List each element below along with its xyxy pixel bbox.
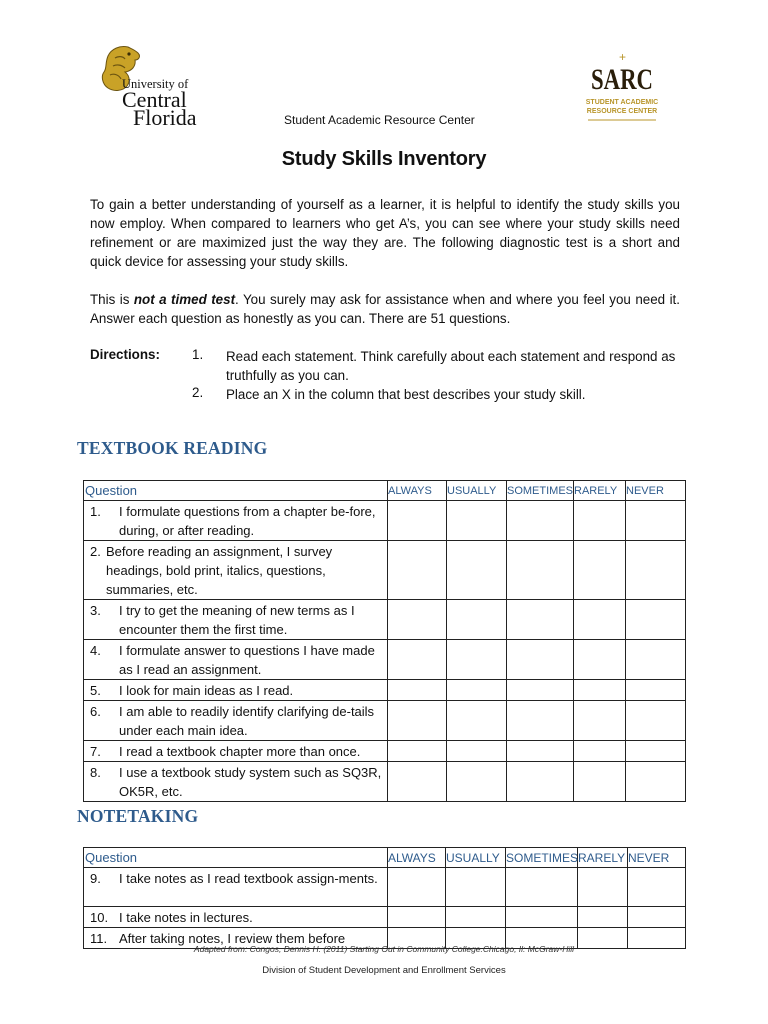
column-header-always: ALWAYS [388, 848, 446, 868]
answer-cell-rarely[interactable] [574, 701, 626, 741]
intro-paragraph: To gain a better understanding of yourself as a learner, it is helpful to identify the study skills you now employ. When compared to learners who get A’s, you can see where your study skills need refinement or are maximized just the way they are. The following diagnostic test is a short and quick device for assessing your study skills. [90, 197, 680, 269]
question-number: 3. [90, 603, 101, 618]
column-header-never: NEVER [628, 848, 686, 868]
answer-cell-sometimes[interactable] [507, 701, 574, 741]
answer-cell-usually[interactable] [447, 680, 507, 701]
question-number: 6. [90, 704, 101, 719]
question-number: 1. [90, 504, 101, 519]
ucf-logo-line2: Central [122, 87, 187, 112]
table-row [84, 701, 686, 741]
answer-cell-rarely[interactable] [574, 640, 626, 680]
answer-cell-rarely[interactable] [574, 762, 626, 802]
answer-cell-always[interactable] [388, 907, 446, 928]
answer-cell-rarely[interactable] [574, 600, 626, 640]
answer-cell-always[interactable] [388, 762, 447, 802]
sarc-mark: SARC [591, 63, 653, 96]
question-cell [84, 541, 388, 600]
table-header-row [84, 481, 686, 501]
answer-cell-usually[interactable] [447, 701, 507, 741]
section-heading-notetaking: NOTETAKING [77, 806, 199, 826]
answer-cell-always[interactable] [388, 868, 446, 907]
answer-cell-sometimes[interactable] [506, 868, 578, 907]
question-number: 4. [90, 643, 101, 658]
answer-cell-sometimes[interactable] [506, 907, 578, 928]
direction-2-number: 2. [192, 385, 204, 400]
sarc-line2: RESOURCE CENTER [586, 108, 658, 115]
answer-cell-usually[interactable] [447, 762, 507, 802]
answer-cell-rarely[interactable] [578, 907, 628, 928]
question-text: I formulate answer to questions I have made as I read an assignment. [119, 643, 375, 677]
table-row [84, 762, 686, 802]
answer-cell-always[interactable] [388, 680, 447, 701]
section-heading-textbook-reading: TEXTBOOK READING [77, 438, 268, 458]
answer-cell-sometimes[interactable] [507, 762, 574, 802]
question-text: I formulate questions from a chapter be-fore, during, or after reading. [119, 504, 376, 538]
answer-cell-never[interactable] [626, 541, 686, 600]
answer-cell-always[interactable] [388, 501, 447, 541]
answer-cell-usually[interactable] [447, 600, 507, 640]
column-header-sometimes: SOMETIMES [507, 481, 574, 501]
table-row [84, 741, 686, 762]
answer-cell-never[interactable] [628, 907, 686, 928]
notice-suffix: . You surely may ask for assistance when and where you feel you need it. Answer each question as honestly as you can. There are 51 questions. [90, 292, 680, 326]
table-header-row [84, 848, 686, 868]
column-header-rarely: RARELY [574, 481, 626, 501]
question-text: I read a textbook chapter more than once. [119, 744, 361, 759]
answer-cell-always[interactable] [388, 640, 447, 680]
question-cell [84, 501, 388, 541]
question-number: 9. [90, 871, 101, 886]
answer-cell-never[interactable] [626, 741, 686, 762]
ucf-logo-line1: University of [122, 77, 189, 91]
column-header-question: Question [84, 481, 388, 501]
question-number: 2. [90, 544, 101, 559]
answer-cell-always[interactable] [388, 541, 447, 600]
answer-cell-never[interactable] [626, 501, 686, 541]
answer-cell-never[interactable] [626, 762, 686, 802]
answer-cell-never[interactable] [626, 600, 686, 640]
question-text: I take notes in lectures. [119, 910, 253, 925]
question-cell [84, 640, 388, 680]
answer-cell-sometimes[interactable] [507, 741, 574, 762]
sarc-logo [582, 50, 662, 130]
question-text: I am able to readily identify clarifying de-tails under each main idea. [119, 704, 375, 738]
question-number: 11. [90, 931, 108, 946]
table-row [84, 868, 686, 907]
question-cell [84, 762, 388, 802]
direction-2-text: Place an X in the column that best describes your study skill. [226, 387, 586, 402]
answer-cell-rarely[interactable] [574, 501, 626, 541]
question-number: 10. [90, 910, 109, 925]
question-text: I use a textbook study system such as SQ3R, OK5R, etc. [119, 765, 382, 799]
question-cell [84, 907, 388, 928]
answer-cell-sometimes[interactable] [507, 600, 574, 640]
center-name: Student Academic Resource Center [284, 113, 475, 127]
question-cell [84, 741, 388, 762]
table-row [84, 501, 686, 541]
question-number: 8. [90, 765, 101, 780]
question-cell [84, 701, 388, 741]
question-number: 7. [90, 744, 101, 759]
directions-label: Directions: [90, 347, 160, 362]
question-cell [84, 680, 388, 701]
answer-cell-usually[interactable] [447, 541, 507, 600]
answer-cell-always[interactable] [388, 741, 447, 762]
answer-cell-never[interactable] [628, 868, 686, 907]
sarc-line1: STUDENT ACADEMIC [585, 99, 659, 106]
ucf-logo [98, 44, 238, 128]
answer-cell-sometimes[interactable] [507, 640, 574, 680]
answer-cell-rarely[interactable] [574, 680, 626, 701]
footer-division: Division of Student Development and Enrollment Services [262, 965, 506, 976]
answer-cell-usually[interactable] [447, 640, 507, 680]
column-header-rarely: RARELY [578, 848, 628, 868]
ucf-logo-line3: Florida [133, 105, 197, 130]
notetaking-table [83, 847, 686, 949]
question-text: I try to get the meaning of new terms as I encounter them the first time. [119, 603, 355, 637]
direction-1-number: 1. [192, 347, 204, 362]
answer-cell-rarely[interactable] [574, 741, 626, 762]
table-row [84, 541, 686, 600]
page-title: Study Skills Inventory [281, 148, 487, 170]
column-header-sometimes: SOMETIMES [506, 848, 578, 868]
answer-cell-sometimes[interactable] [507, 680, 574, 701]
question-cell [84, 600, 388, 640]
notice-paragraph [90, 290, 680, 328]
answer-cell-rarely[interactable] [574, 541, 626, 600]
notice-prefix: This is [90, 292, 134, 307]
column-header-always: ALWAYS [388, 481, 447, 501]
plus-star-icon: + [619, 50, 627, 64]
column-header-never: NEVER [626, 481, 686, 501]
direction-1-text: Read each statement. Think carefully about each statement and respond as truthfully as you can. [226, 349, 676, 383]
sarc-logo-graphic [582, 50, 662, 130]
answer-cell-never[interactable] [626, 640, 686, 680]
question-cell [84, 868, 388, 907]
table-row [84, 600, 686, 640]
answer-cell-sometimes[interactable] [507, 501, 574, 541]
column-header-usually: USUALLY [447, 481, 507, 501]
column-header-usually: USUALLY [446, 848, 506, 868]
notice-emphasis: not a timed test [133, 292, 236, 307]
question-text: I take notes as I read textbook assign-ments. [119, 871, 378, 886]
answer-cell-never[interactable] [626, 701, 686, 741]
answer-cell-sometimes[interactable] [507, 541, 574, 600]
answer-cell-rarely[interactable] [578, 868, 628, 907]
question-number: 5. [90, 683, 101, 698]
column-header-question: Question [84, 848, 388, 868]
question-text: I look for main ideas as I read. [119, 683, 294, 698]
question-text: Before reading an assignment, I survey headings, bold print, italics, questions, summaries, etc. [106, 544, 333, 597]
answer-cell-never[interactable] [626, 680, 686, 701]
answer-cell-usually[interactable] [447, 501, 507, 541]
answer-cell-always[interactable] [388, 701, 447, 741]
answer-cell-usually[interactable] [447, 741, 507, 762]
answer-cell-usually[interactable] [446, 907, 506, 928]
footer-credit: Adapted from: Congos, Dennis H. (2011) Starting Out in Community College.Chicago, Il: McGraw-Hill [193, 944, 575, 954]
table-row [84, 907, 686, 928]
answer-cell-usually[interactable] [446, 868, 506, 907]
textbook-reading-table [83, 480, 686, 802]
table-row [84, 680, 686, 701]
question-text: After taking notes, I review them before [119, 931, 346, 946]
table-row [84, 640, 686, 680]
answer-cell-always[interactable] [388, 600, 447, 640]
